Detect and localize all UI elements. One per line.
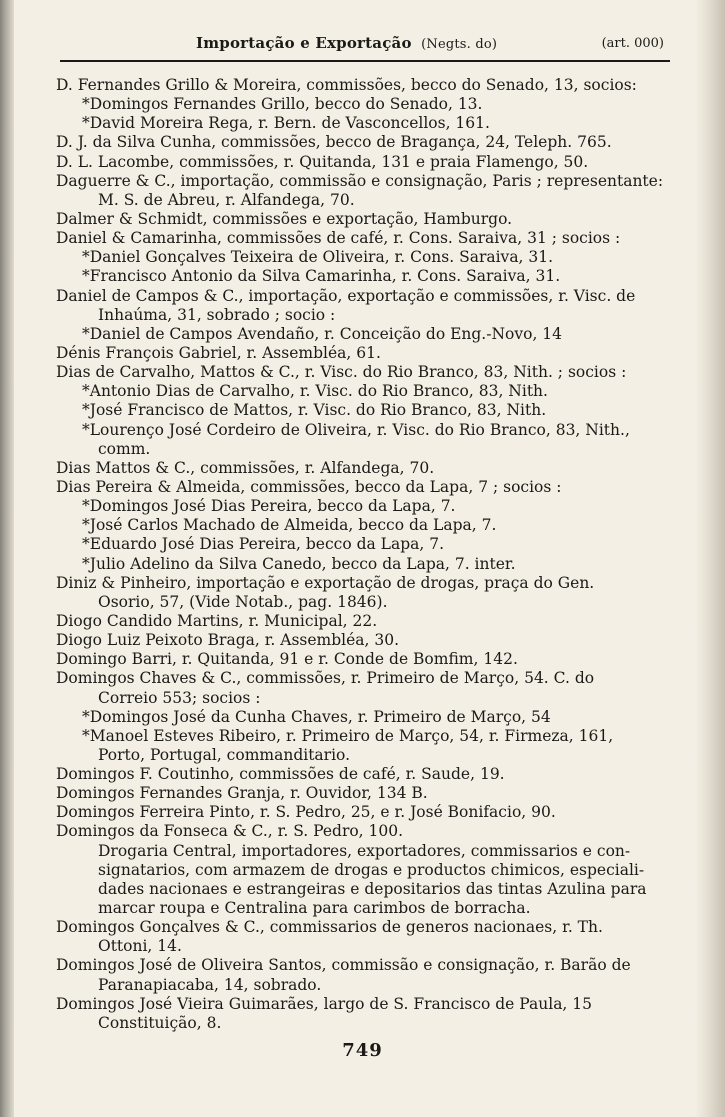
directory-line: Domingos F. Coutinho, commissões de café, r. Saude, 19. bbox=[56, 765, 505, 784]
directory-entries bbox=[56, 76, 686, 1033]
directory-line: Dias de Carvalho, Mattos & C., r. Visc. do Rio Branco, 83, Nith. ; socios : bbox=[56, 363, 627, 382]
directory-line: *Daniel de Campos Avendaño, r. Conceição do Eng.-Novo, 14 bbox=[82, 324, 563, 343]
directory-line: dades nacionaes e estrangeiras e depositarios das tintas Azulina para bbox=[98, 879, 647, 898]
directory-line: *David Moreira Rega, r. Bern. de Vasconcellos, 161. bbox=[82, 114, 490, 133]
directory-line: *Domingos José Dias Pereira, becco da Lapa, 7. bbox=[82, 497, 456, 516]
directory-line: *Manoel Esteves Ribeiro, r. Primeiro de Março, 54, r. Firmeza, 161, bbox=[82, 726, 614, 745]
directory-line: M. S. de Abreu, r. Alfandega, 70. bbox=[98, 190, 355, 209]
directory-line: Ottoni, 14. bbox=[98, 937, 182, 956]
directory-line: Domingos Fernandes Granja, r. Ouvidor, 134 B. bbox=[56, 784, 428, 803]
directory-line: Diogo Luiz Peixoto Braga, r. Assembléa, 30. bbox=[56, 631, 400, 650]
page-edge-shadow-left bbox=[0, 0, 14, 1117]
page-edge-shadow-right bbox=[695, 0, 725, 1117]
directory-line: *Francisco Antonio da Silva Camarinha, r. Cons. Saraiva, 31. bbox=[82, 267, 561, 286]
directory-line: D. Fernandes Grillo & Moreira, commissões, becco do Senado, 13, socios: bbox=[56, 76, 637, 94]
directory-line: Inhaúma, 31, sobrado ; socio : bbox=[98, 305, 336, 324]
directory-line: signatarios, com armazem de drogas e productos chimicos, especiali- bbox=[98, 860, 645, 879]
header-subtitle: (Negts. do) bbox=[421, 37, 498, 52]
running-header bbox=[60, 30, 670, 62]
directory-line: marcar roupa e Centralina para carimbos de borracha. bbox=[98, 899, 531, 918]
directory-line: Diniz & Pinheiro, importação e exportação de drogas, praça do Gen. bbox=[56, 573, 595, 592]
directory-line: *José Carlos Machado de Almeida, becco da Lapa, 7. bbox=[82, 516, 497, 535]
directory-line: Constituição, 8. bbox=[98, 1013, 222, 1032]
directory-line: Osorio, 57, (Vide Notab., pag. 1846). bbox=[98, 592, 388, 611]
directory-line: Correio 553; socios : bbox=[98, 688, 261, 707]
directory-line: *Julio Adelino da Silva Canedo, becco da Lapa, 7. inter. bbox=[82, 554, 516, 573]
directory-line: Domingos José Vieira Guimarães, largo de S. Francisco de Paula, 15 bbox=[56, 994, 593, 1013]
page-number: 749 bbox=[342, 1040, 383, 1061]
header-title-text: Importação e Exportação bbox=[196, 34, 412, 52]
header-ref: (art. 000) bbox=[601, 36, 664, 51]
directory-line: D. J. da Silva Cunha, commissões, becco de Bragança, 24, Teleph. 765. bbox=[56, 133, 612, 152]
header-title bbox=[196, 34, 497, 52]
directory-line: Domingos Chaves & C., commissões, r. Primeiro de Março, 54. C. do bbox=[56, 669, 595, 688]
directory-line: *José Francisco de Mattos, r. Visc. do Rio Branco, 83, Nith. bbox=[82, 401, 547, 420]
directory-line: Dalmer & Schmidt, commissões e exportação, Hamburgo. bbox=[56, 209, 513, 228]
directory-line: Daniel & Camarinha, commissões de café, r. Cons. Saraiva, 31 ; socios : bbox=[56, 229, 621, 248]
directory-line: Domingos Ferreira Pinto, r. S. Pedro, 25, e r. José Bonifacio, 90. bbox=[56, 803, 556, 822]
directory-line: Domingos da Fonseca & C., r. S. Pedro, 100. bbox=[56, 822, 404, 841]
directory-line: Dias Mattos & C., commissões, r. Alfandega, 70. bbox=[56, 458, 435, 477]
directory-line: Domingo Barri, r. Quitanda, 91 e r. Conde de Bomfim, 142. bbox=[56, 650, 518, 669]
directory-line: Domingos Gonçalves & C., commissarios de generos nacionaes, r. Th. bbox=[56, 918, 603, 937]
directory-line: Paranapiacaba, 14, sobrado. bbox=[98, 975, 322, 994]
directory-line: Daniel de Campos & C., importação, exportação e commissões, r. Visc. de bbox=[56, 286, 636, 305]
directory-line: *Daniel Gonçalves Teixeira de Oliveira, r. Cons. Saraiva, 31. bbox=[82, 248, 554, 267]
directory-line: D. L. Lacombe, commissões, r. Quitanda, 131 e praia Flamengo, 50. bbox=[56, 152, 589, 171]
directory-line: Diogo Candido Martins, r. Municipal, 22. bbox=[56, 611, 378, 630]
directory-line: Dias Pereira & Almeida, commissões, becco da Lapa, 7 ; socios : bbox=[56, 477, 562, 496]
directory-line: comm. bbox=[98, 439, 151, 458]
directory-line: Domingos José de Oliveira Santos, commissão e consignação, r. Barão de bbox=[56, 956, 631, 975]
directory-line: *Lourenço José Cordeiro de Oliveira, r. Visc. do Rio Branco, 83, Nith., bbox=[82, 420, 630, 439]
directory-line: *Antonio Dias de Carvalho, r. Visc. do Rio Branco, 83, Nith. bbox=[82, 382, 548, 401]
directory-line: *Domingos Fernandes Grillo, becco do Senado, 13. bbox=[82, 95, 483, 114]
directory-line: *Domingos José da Cunha Chaves, r. Primeiro de Março, 54 bbox=[82, 707, 551, 726]
directory-line: Dénis François Gabriel, r. Assembléa, 61. bbox=[56, 343, 381, 362]
directory-line: *Eduardo José Dias Pereira, becco da Lapa, 7. bbox=[82, 535, 445, 554]
directory-line: Drogaria Central, importadores, exportadores, commissarios e con- bbox=[98, 841, 631, 860]
directory-line: Daguerre & C., importação, commissão e consignação, Paris ; representante: bbox=[56, 171, 664, 190]
directory-line: Porto, Portugal, commanditario. bbox=[98, 745, 351, 764]
